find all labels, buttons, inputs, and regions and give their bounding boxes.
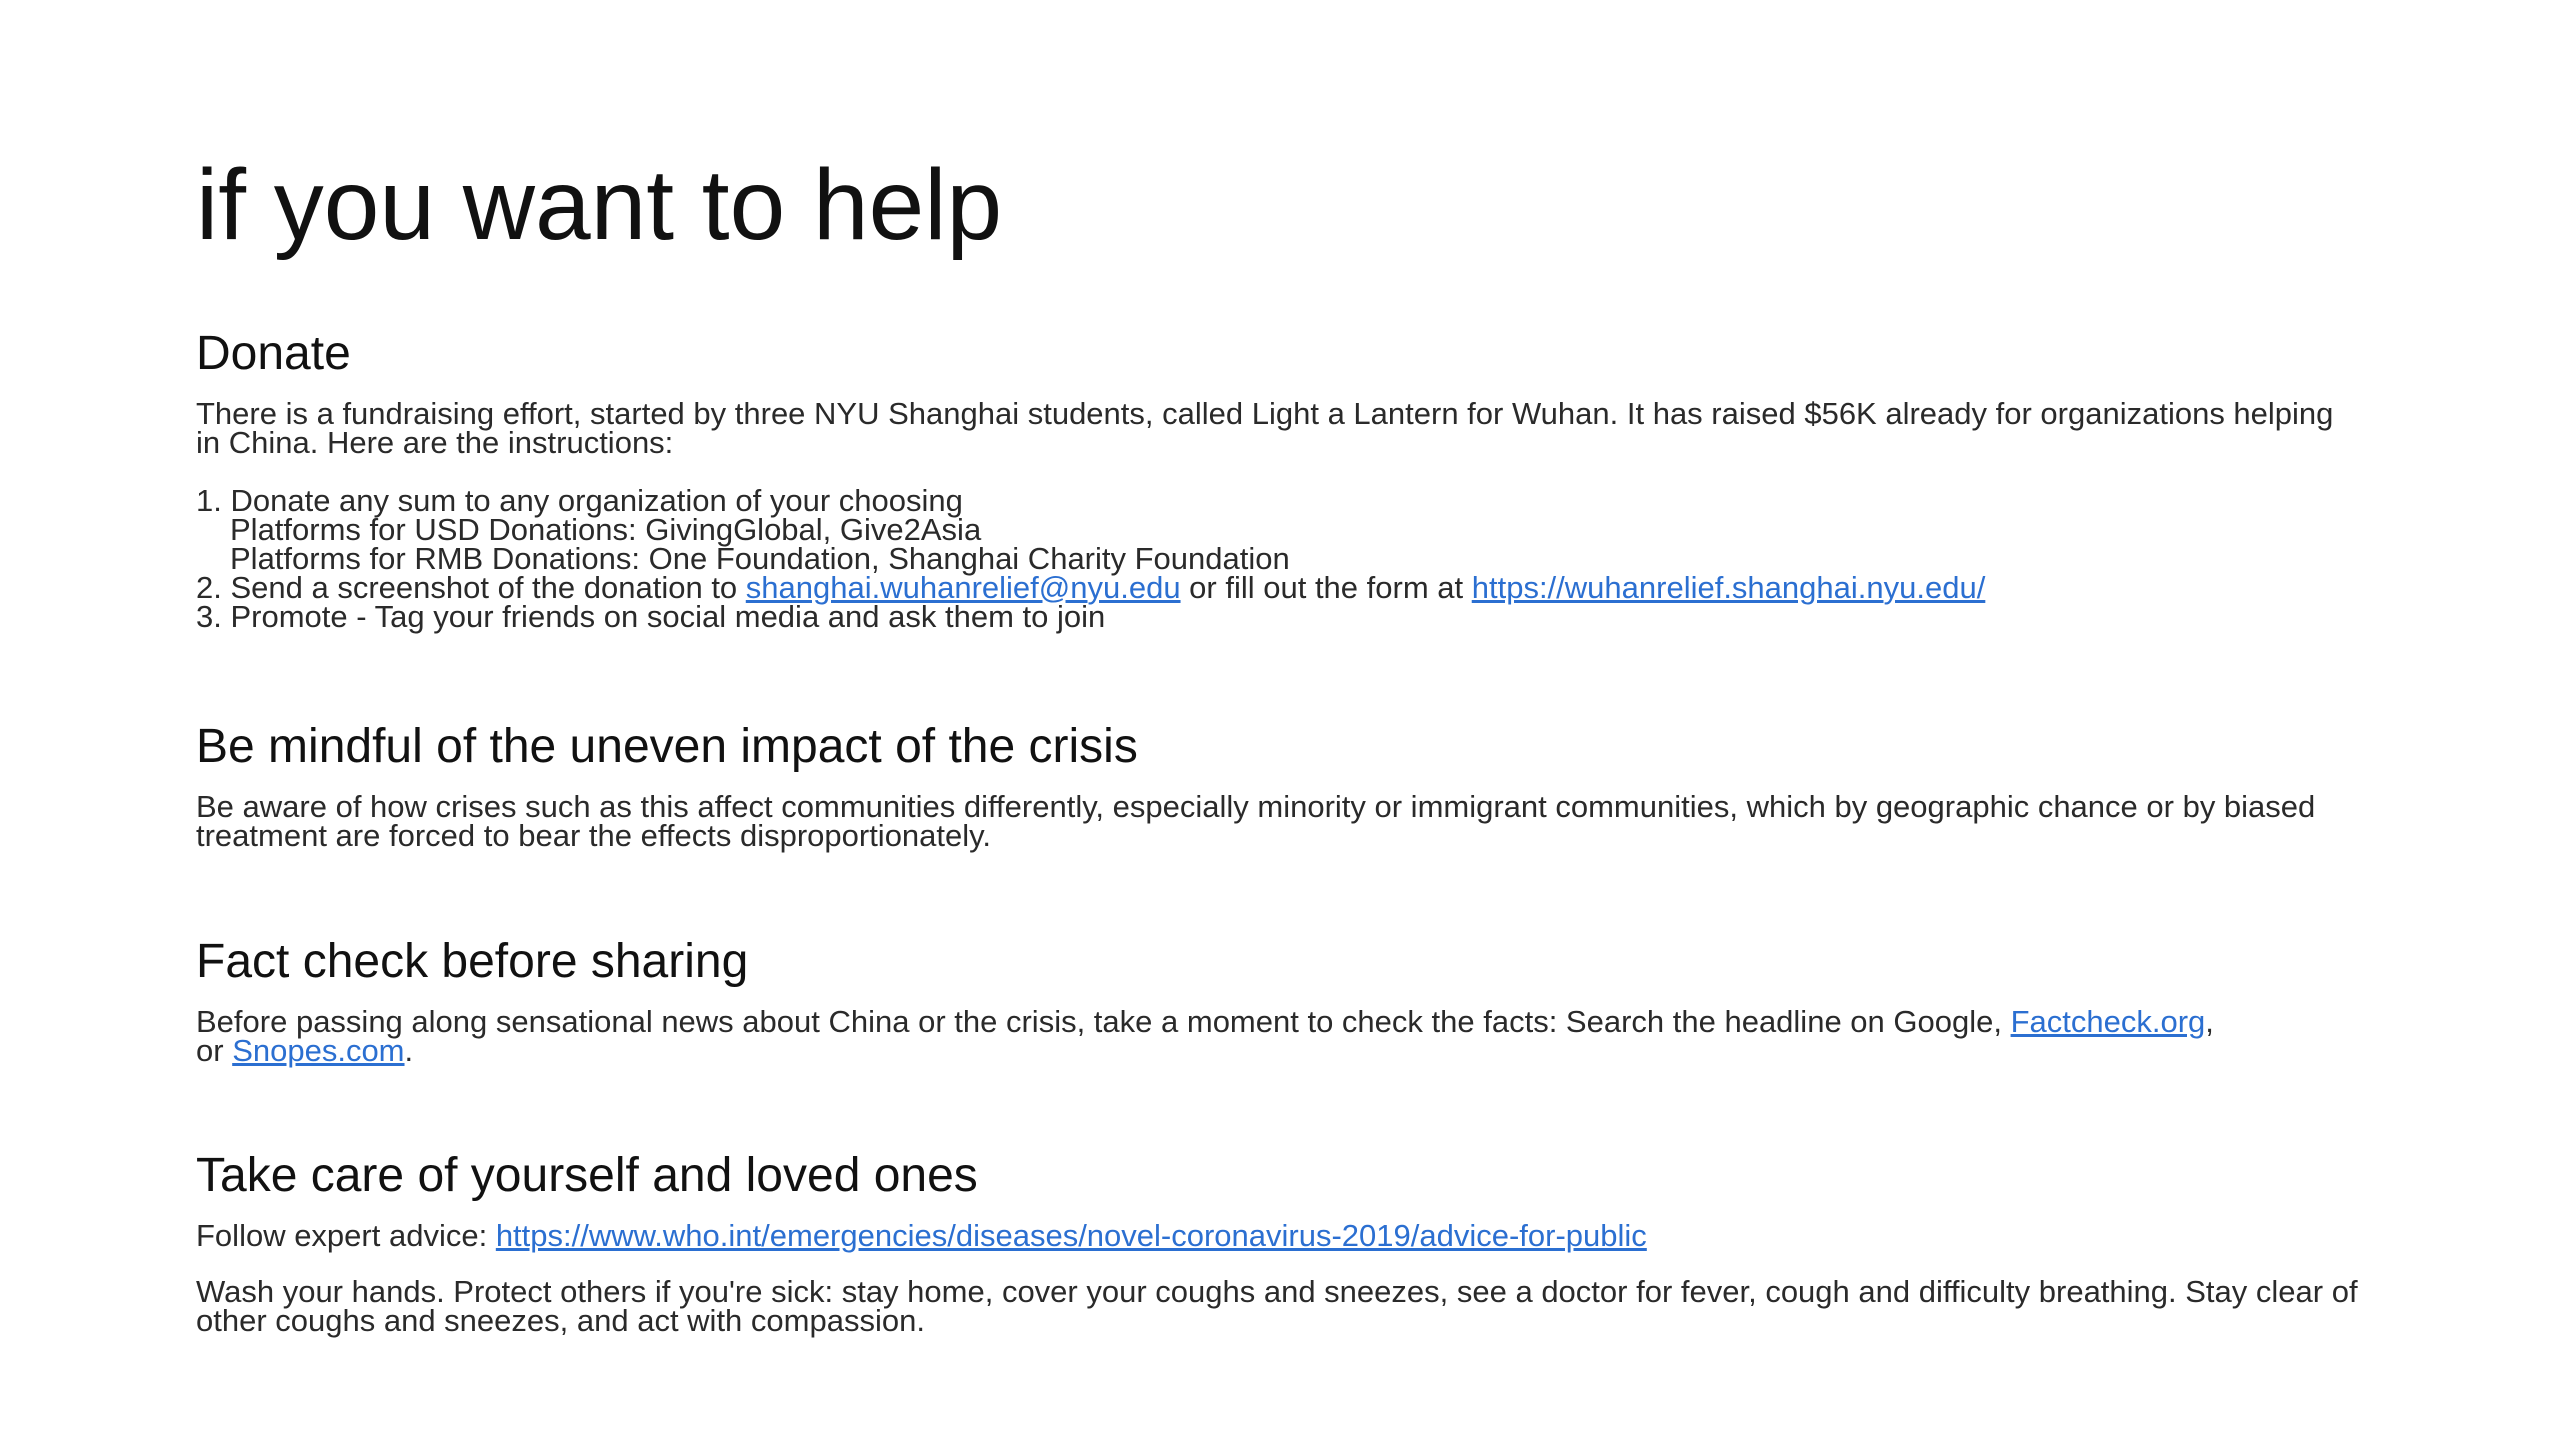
donate-intro-line2: in China. Here are the instructions: (196, 424, 674, 460)
factcheck-line1 (196, 1003, 2426, 1039)
factcheck-line2 (196, 1032, 2426, 1068)
care-advice-prefix: Follow expert advice: (196, 1217, 496, 1253)
donate-section (196, 325, 2426, 634)
care-section (196, 1147, 2426, 1338)
donate-step-1-usd: Platforms for USD Donations: GivingGlobal, Give2Asia (230, 511, 982, 547)
factcheck-line1-prefix: Before passing along sensational news about China or the crisis, take a moment to check the facts: Search the headline on Google, (196, 1003, 2011, 1039)
snopes-link[interactable]: Snopes.com (232, 1032, 405, 1068)
donate-intro-line1: There is a fundraising effort, started by three NYU Shanghai students, called Light a Lantern for Wuhan. It has raised $56K already for organizations helping (196, 395, 2334, 431)
mindful-line2: treatment are forced to bear the effects disproportionately. (196, 817, 991, 853)
donate-heading: Donate (196, 327, 351, 380)
donate-step-1: 1. Donate any sum to any organization of your choosing (196, 482, 963, 518)
factcheck-heading: Fact check before sharing (196, 935, 749, 988)
care-line2: other coughs and sneezes, and act with compassion. (196, 1302, 925, 1338)
care-line1: Wash your hands. Protect others if you're sick: stay home, cover your coughs and sneezes, see a doctor for fever, cough and difficulty breathing. Stay clear of (196, 1273, 2358, 1309)
care-heading: Take care of yourself and loved ones (196, 1149, 978, 1202)
page-title: if you want to help (196, 149, 1003, 261)
donation-email-link[interactable]: shanghai.wuhanrelief@nyu.edu (745, 569, 1181, 605)
factcheck-line1-suffix: , (2205, 1003, 2214, 1039)
care-advice (196, 1217, 2426, 1253)
who-advice-link[interactable]: https://www.who.int/emergencies/diseases/novel-coronavirus-2019/advice-for-public (495, 1217, 1647, 1253)
donate-step-1-rmb: Platforms for RMB Donations: One Foundation, Shanghai Charity Foundation (230, 540, 1290, 576)
factcheck-line2-prefix: or (196, 1032, 233, 1068)
factcheck-org-link[interactable]: Factcheck.org (2010, 1003, 2206, 1039)
mindful-heading: Be mindful of the uneven impact of the crisis (196, 720, 1138, 773)
factcheck-section (196, 933, 2426, 1068)
donate-step-2 (196, 569, 2426, 605)
donate-step-2-middle: or fill out the form at (1180, 569, 1472, 605)
factcheck-line2-suffix: . (404, 1032, 414, 1068)
mindful-section (196, 718, 2426, 853)
wuhanrelief-form-link[interactable]: https://wuhanrelief.shanghai.nyu.edu/ (1471, 569, 1986, 605)
donate-step-3: 3. Promote - Tag your friends on social media and ask them to join (196, 598, 1106, 634)
mindful-line1: Be aware of how crises such as this affect communities differently, especially minority or immigrant communities, which by geographic chance or by biased (196, 788, 2316, 824)
donate-step-2-prefix: 2. Send a screenshot of the donation to (196, 569, 746, 605)
